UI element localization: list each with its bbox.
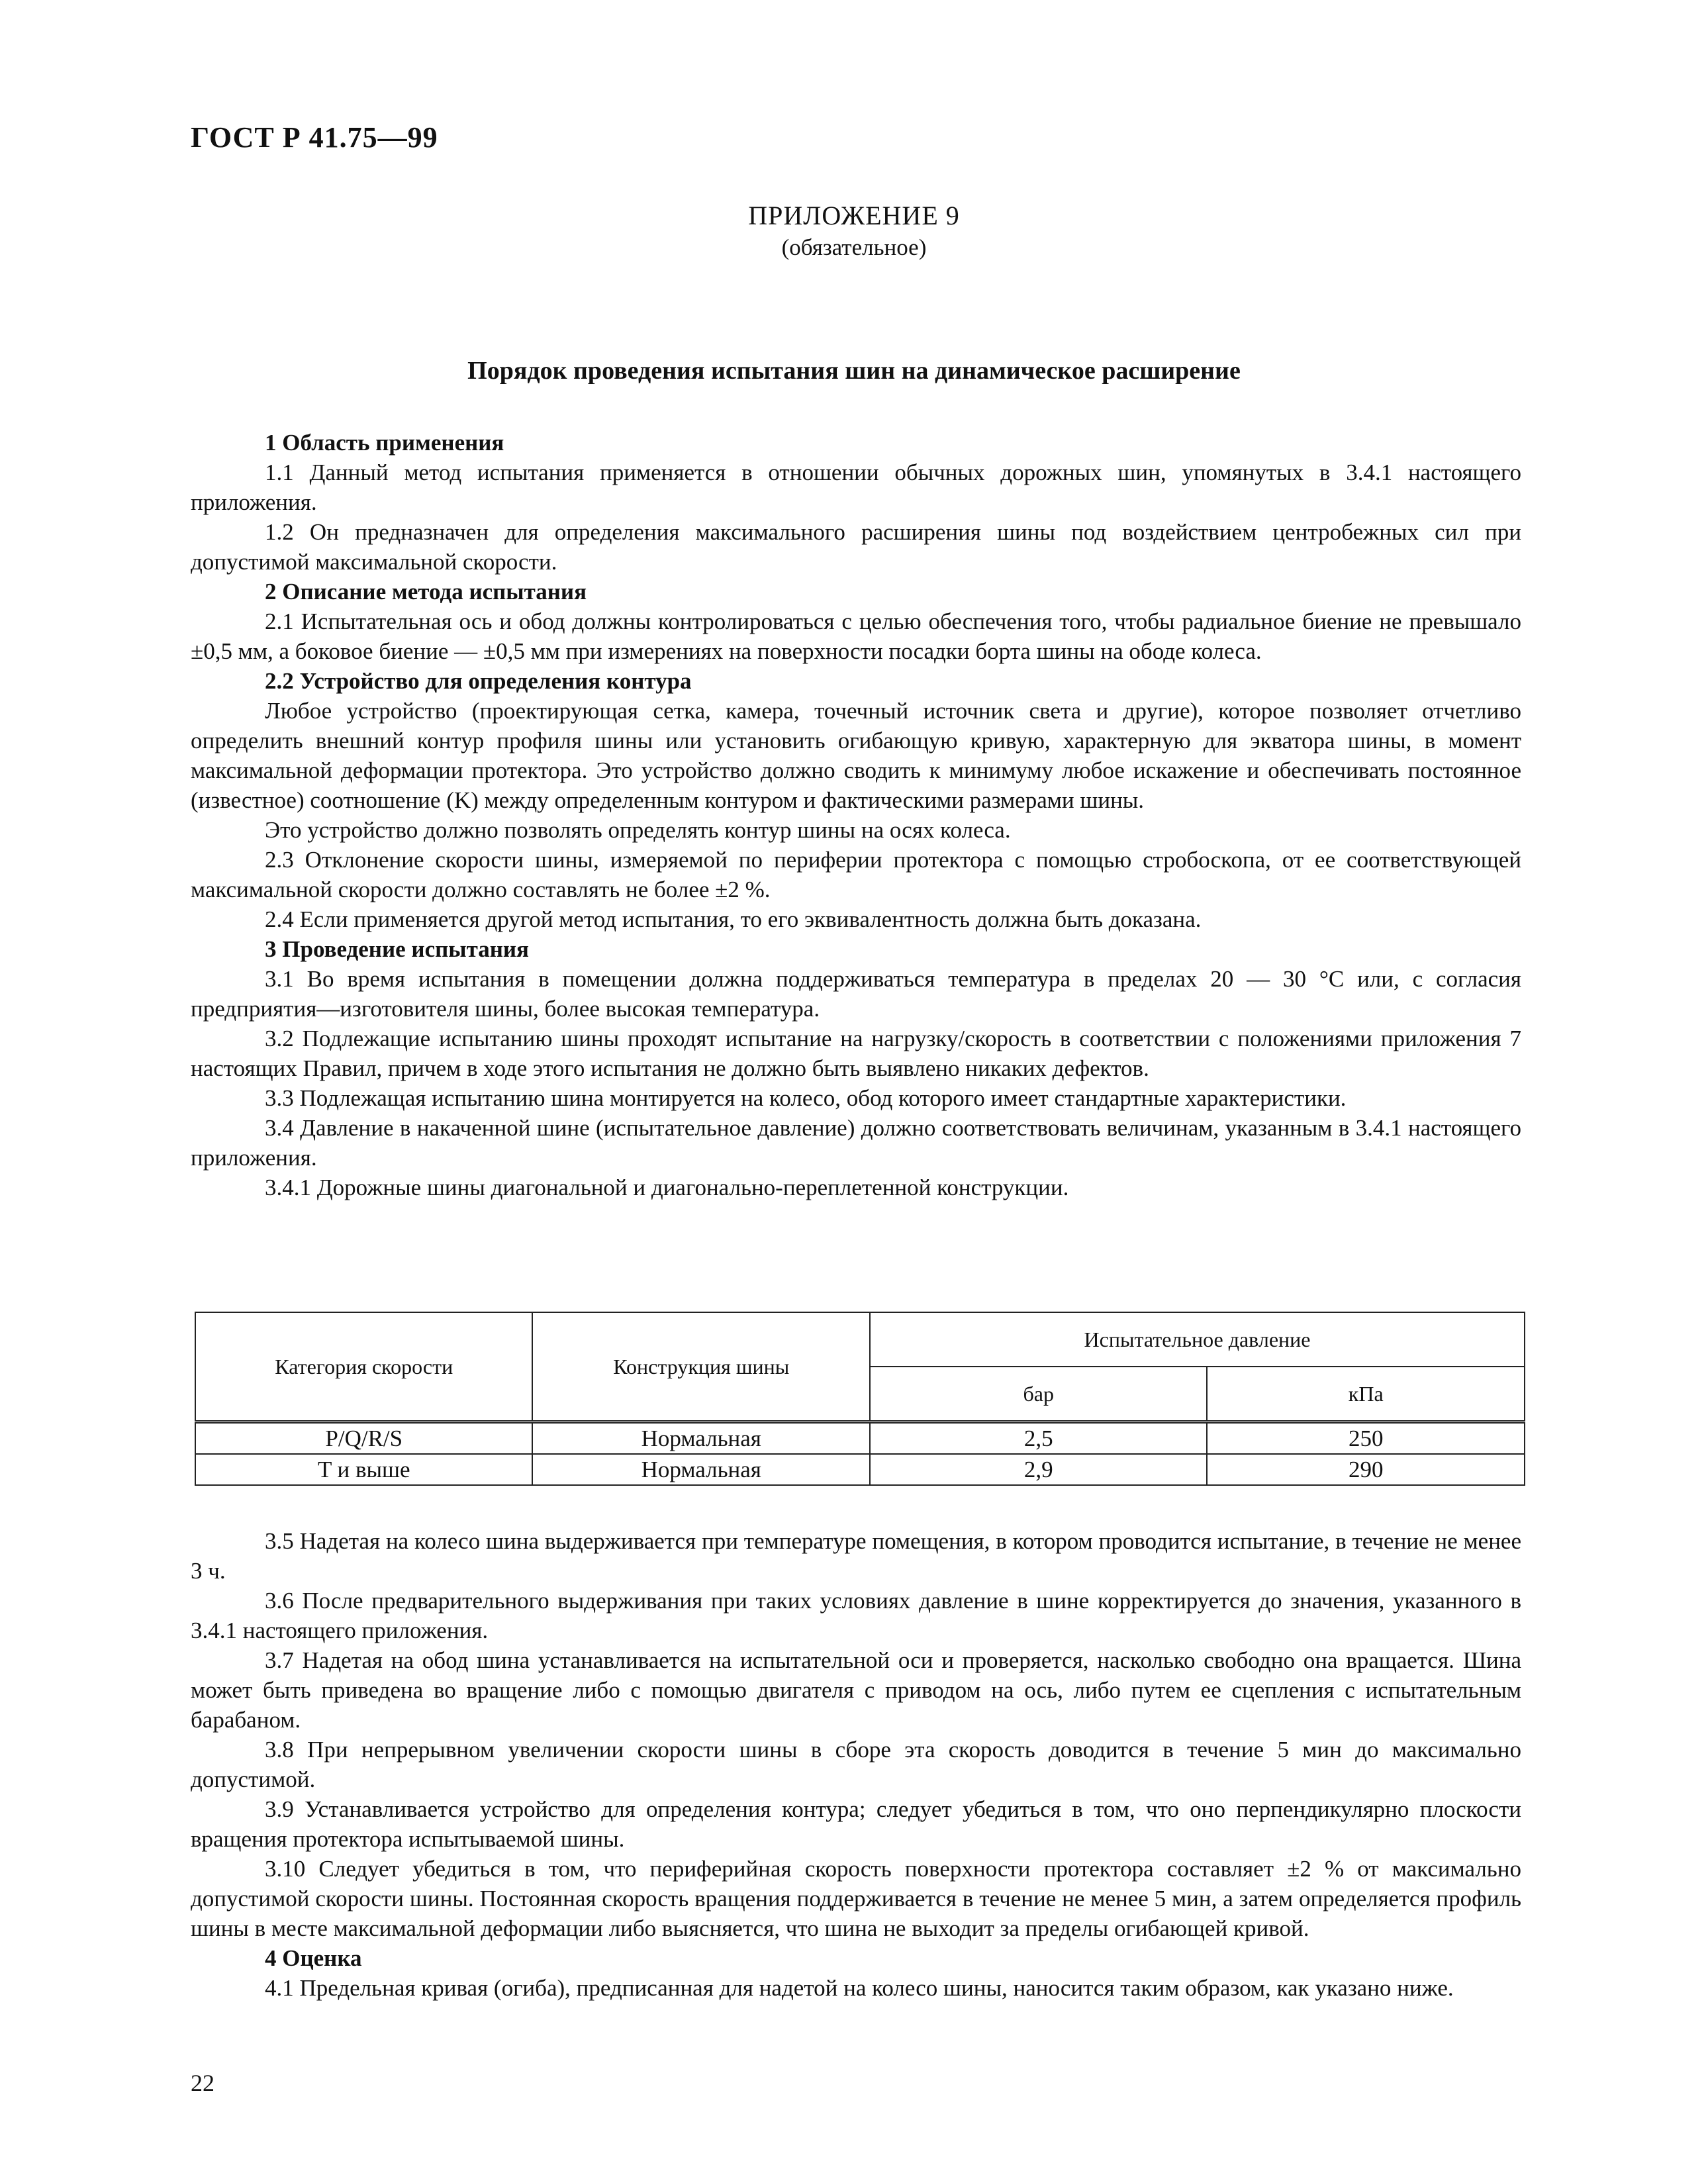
pressure-table-wrapper bbox=[195, 1312, 1525, 1486]
paragraph: 3.3 Подлежащая испытанию шина монтируется на колесо, обод которого имеет стандартные характеристики. bbox=[265, 1085, 1347, 1111]
cell-construction: Нормальная bbox=[532, 1454, 870, 1485]
paragraph: 3.6 После предварительного выдерживания при таких условиях давление в шине корректируется до значения, указанного в 3.4.1 настоящего приложения. bbox=[191, 1588, 1521, 1643]
paragraph: 4.1 Предельная кривая (огиба), предписанная для надетой на колесо шины, наносится таким образом, как указано ниже. bbox=[265, 1975, 1454, 2001]
header-kpa: кПа bbox=[1207, 1367, 1525, 1422]
paragraph: 2.1 Испытательная ось и обод должны контролироваться с целью обеспечения того, чтобы радиальное биение не превышало ±0,5 мм, а боковое биение — ±0,5 мм при измерениях на поверхности посадки борта шины на ободе колеса. bbox=[191, 608, 1521, 664]
paragraph: 3.4.1 Дорожные шины диагональной и диагонально-переплетенной конструкции. bbox=[265, 1175, 1069, 1200]
section-heading: 2 Описание метода испытания bbox=[265, 579, 587, 604]
page-number: 22 bbox=[191, 2070, 214, 2096]
paragraph: 3.4 Давление в накаченной шине (испытательное давление) должно соответствовать величинам, указанным в 3.4.1 настоящего приложения. bbox=[191, 1115, 1521, 1171]
cell-speed: T и выше bbox=[195, 1454, 532, 1485]
body-text-before-table bbox=[191, 428, 1521, 1202]
appendix-note: (обязательное) bbox=[781, 234, 927, 260]
paragraph: 1.2 Он предназначен для определения максимального расширения шины под воздействием центробежных сил при допустимой максимальной скорости. bbox=[191, 519, 1521, 575]
paragraph: 1.1 Данный метод испытания применяется в отношении обычных дорожных шин, упомянутых в 3.4.1 настоящего приложения. bbox=[191, 459, 1521, 515]
document-title: Порядок проведения испытания шин на динамическое расширение bbox=[467, 357, 1241, 385]
header-test-pressure: Испытательное давление bbox=[870, 1312, 1525, 1367]
standard-code: ГОСТ Р 41.75—99 bbox=[191, 121, 438, 154]
cell-bar: 2,5 bbox=[870, 1422, 1207, 1455]
paragraph: 3.5 Надетая на колесо шина выдерживается при температуре помещения, в котором проводится испытание, в течение не менее 3 ч. bbox=[191, 1528, 1521, 1584]
paragraph: 2.4 Если применяется другой метод испытания, то его эквивалентность должна быть доказана. bbox=[265, 906, 1202, 932]
cell-bar: 2,9 bbox=[870, 1454, 1207, 1485]
appendix-title: ПРИЛОЖЕНИЕ 9 bbox=[748, 201, 960, 230]
header-bar: бар bbox=[870, 1367, 1207, 1422]
paragraph: 3.10 Следует убедиться в том, что периферийная скорость поверхности протектора составляет ±2 % от максимально допустимой скорости шины. Постоянная скорость вращения поддерживается в течение не менее 5 мин, а затем определяется профиль шины в месте максимальной деформации либо выясняется, что шина не выходит за пределы огибающей кривой. bbox=[191, 1856, 1521, 1941]
paragraph: 3.9 Устанавливается устройство для определения контура; следует убедиться в том, что оно перпендикулярно плоскости вращения протектора испытываемой шины. bbox=[191, 1796, 1521, 1852]
paragraph: Любое устройство (проектирующая сетка, камера, точечный источник света и другие), которое позволяет отчетливо определить внешний контур профиля шины или установить огибающую кривую, характерную для экватора шины, в момент максимальной деформации протектора. Это устройство должно сводить к минимуму любое искажение и обеспечивать постоянное (известное) соотношение (K) между определенным контуром и фактическими размерами шины. bbox=[191, 698, 1521, 813]
paragraph: 2.3 Отклонение скорости шины, измеряемой по периферии протектора с помощью стробоскопа, от ее соответствующей максимальной скорости должно составлять не более ±2 %. bbox=[191, 847, 1521, 902]
section-heading: 4 Оценка bbox=[265, 1945, 362, 1971]
cell-construction: Нормальная bbox=[532, 1422, 870, 1455]
cell-kpa: 250 bbox=[1207, 1422, 1525, 1455]
section-heading: 3 Проведение испытания bbox=[265, 936, 529, 962]
section-heading: 1 Область применения bbox=[265, 430, 504, 456]
table-row bbox=[195, 1454, 1525, 1485]
paragraph: 3.1 Во время испытания в помещении должна поддерживаться температура в пределах 20 — 30 °C или, с согласия предприятия—изготовителя шины, более высокая температура. bbox=[191, 966, 1521, 1022]
paragraph: 3.8 При непрерывном увеличении скорости шины в сборе эта скорость доводится в течение 5 мин до максимально допустимой. bbox=[191, 1737, 1521, 1792]
cell-speed: P/Q/R/S bbox=[195, 1422, 532, 1455]
cell-kpa: 290 bbox=[1207, 1454, 1525, 1485]
header-speed-category: Категория скорости bbox=[195, 1312, 532, 1422]
paragraph: 3.7 Надетая на обод шина устанавливается на испытательной оси и проверяется, насколько свободно она вращается. Шина может быть приведена во вращение либо с помощью двигателя с приводом на ось, либо путем ее сцепления с испытательным барабаном. bbox=[191, 1647, 1521, 1733]
table-row bbox=[195, 1422, 1525, 1455]
body-text-after-table bbox=[191, 1526, 1521, 2003]
test-pressure-table bbox=[195, 1312, 1525, 1486]
header-tire-construction: Конструкция шины bbox=[532, 1312, 870, 1422]
paragraph: Это устройство должно позволять определять контур шины на осях колеса. bbox=[265, 817, 1011, 843]
paragraph: 3.2 Подлежащие испытанию шины проходят испытание на нагрузку/скорость в соответствии с положениями приложения 7 настоящих Правил, причем в ходе этого испытания не должно быть выявлено никаких дефектов. bbox=[191, 1026, 1521, 1081]
section-heading: 2.2 Устройство для определения контура bbox=[265, 668, 692, 694]
